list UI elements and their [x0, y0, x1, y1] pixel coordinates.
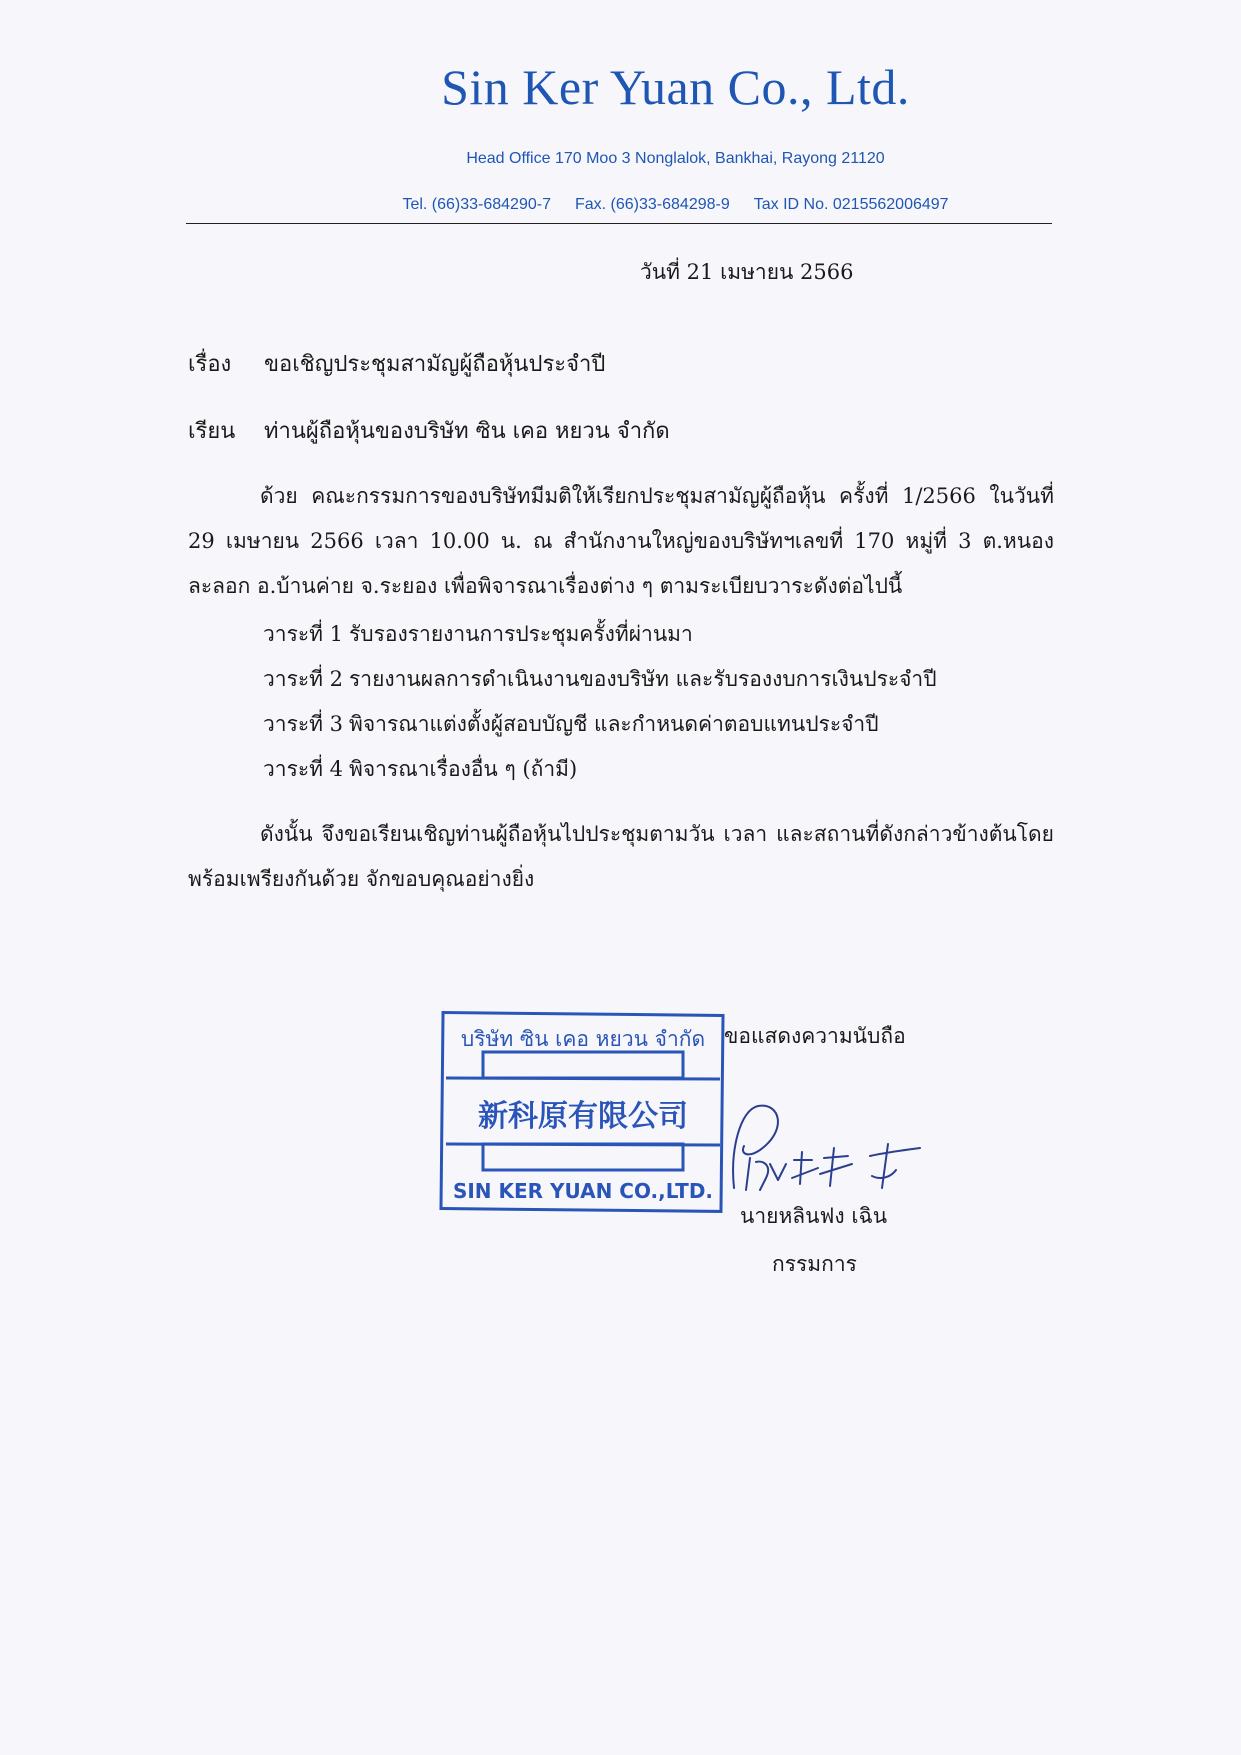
- svg-text:บริษัท ซิน เคอ หยวน จำกัด: บริษัท ซิน เคอ หยวน จำกัด: [460, 1027, 706, 1051]
- agenda-number: วาระที่ 4: [263, 757, 344, 781]
- body-paragraph-1: ด้วย คณะกรรมการของบริษัทมีมติให้เรียกประชุมสามัญผู้ถือหุ้น ครั้งที่ 1/2566 ในวันที่ 29 เมษายน 2566 เวลา 10.00 น. ณ สำนักงานใหญ่ของบริษัทฯเลขที่ 170 หมู่ที่ 3 ต.หนองละลอก อ.บ้านค่าย จ.ระยอง เพื่อพิจารณาเรื่องต่าง ๆ ตามระเบียบวาระดังต่อไปนี้: [188, 484, 1054, 598]
- letter-date: วันที่ 21 เมษายน 2566: [640, 260, 854, 284]
- company-phone: Tel. (66)33-684290-7: [402, 196, 551, 213]
- agenda-item: [263, 657, 937, 702]
- signer-name: นายหลินฟง เฉิน: [740, 1204, 888, 1228]
- agenda-text: พิจารณาแต่งตั้งผู้สอบบัญชี และกำหนดค่าตอบแทนประจำปี: [349, 712, 879, 736]
- subject-line: [188, 346, 605, 381]
- agenda-list: [263, 612, 937, 792]
- recipient-line: [188, 413, 670, 448]
- signer-title: กรรมการ: [772, 1252, 857, 1276]
- company-name: Sin Ker Yuan Co., Ltd.: [441, 59, 910, 115]
- signature-image: [720, 1100, 930, 1215]
- company-contact: [0, 196, 1241, 214]
- company-tax-id: Tax ID No. 0215562006497: [753, 196, 949, 213]
- agenda-item: [263, 747, 937, 792]
- subject-label: เรื่อง: [188, 352, 232, 377]
- agenda-number: วาระที่ 2: [263, 667, 344, 691]
- agenda-item: [263, 612, 937, 657]
- recipient-text: ท่านผู้ถือหุ้นของบริษัท ซิน เคอ หยวน จำกัด: [264, 419, 670, 444]
- body-paragraph-2: ดังนั้น จึงขอเรียนเชิญท่านผู้ถือหุ้นไปประชุมตามวัน เวลา และสถานที่ดังกล่าวข้างต้นโดยพร้อมเพรียงกันด้วย จักขอบคุณอย่างยิ่ง: [188, 822, 1054, 891]
- agenda-number: วาระที่ 1: [263, 622, 344, 646]
- company-stamp: [438, 1010, 728, 1215]
- agenda-text: พิจารณาเรื่องอื่น ๆ (ถ้ามี): [349, 757, 578, 781]
- svg-text:SIN KER YUAN CO.,LTD.: SIN KER YUAN CO.,LTD.: [452, 1179, 714, 1203]
- agenda-text: รายงานผลการดำเนินงานของบริษัท และรับรองงบการเงินประจำปี: [349, 667, 937, 691]
- svg-text:新科原有限公司: 新科原有限公司: [478, 1099, 688, 1134]
- agenda-text: รับรองรายงานการประชุมครั้งที่ผ่านมา: [349, 622, 693, 646]
- recipient-label: เรียน: [188, 419, 236, 444]
- closing-phrase: ขอแสดงความนับถือ: [724, 1024, 906, 1048]
- header-divider: [186, 223, 1052, 224]
- company-address: Head Office 170 Moo 3 Nonglalok, Bankhai, Rayong 21120: [466, 150, 885, 167]
- subject-text: ขอเชิญประชุมสามัญผู้ถือหุ้นประจำปี: [264, 352, 606, 377]
- agenda-number: วาระที่ 3: [263, 712, 344, 736]
- agenda-item: [263, 702, 937, 747]
- company-fax: Fax. (66)33-684298-9: [574, 196, 730, 213]
